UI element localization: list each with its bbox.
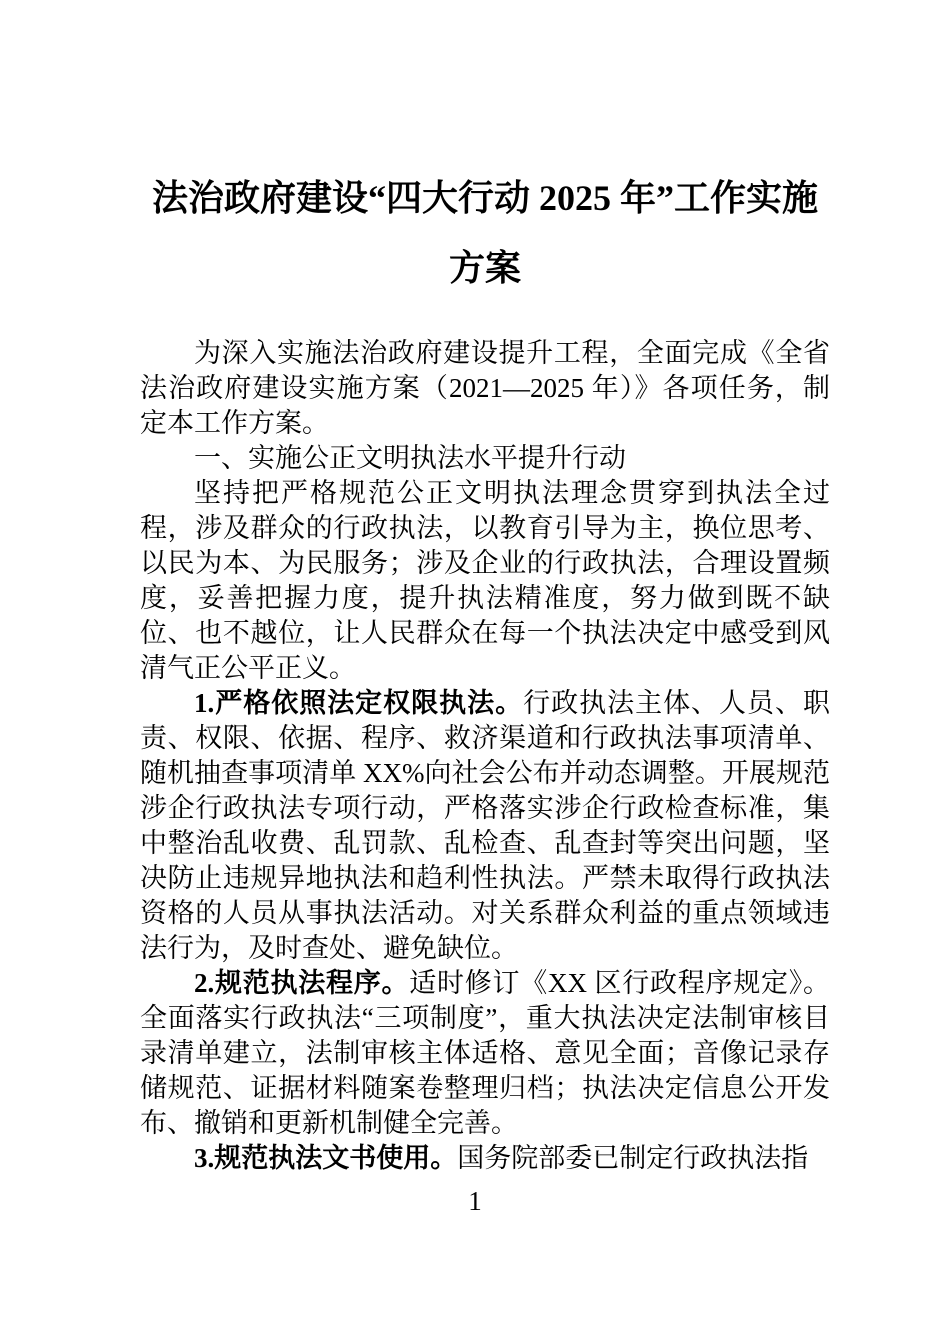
document-body	[140, 336, 830, 1176]
paragraph-lead: 3.规范执法文书使用。	[194, 1143, 458, 1173]
document-content	[140, 163, 830, 1176]
paragraph-item-2	[140, 966, 830, 1141]
paragraph-text: 国务院部委已制定行政执法指	[457, 1143, 809, 1173]
paragraph-text: 行政执法主体、人员、职责、权限、依据、程序、救济渠道和行政执法事项清单、随机抽查事项清单 XX%向社会公布并动态调整。开展规范涉企行政执法专项行动，严格落实涉企行政检查标准，集中整治乱收费、乱罚款、乱检查、乱查封等突出问题，坚决防止违规异地执法和趋利性执法。严禁未取得行政执法资格的人员从事执法活动。对关系群众利益的重点领域违法行为，及时查处、避免缺位。	[140, 688, 831, 963]
page-number: 1	[468, 1186, 482, 1216]
paragraph-section-overview	[140, 476, 830, 686]
paragraph-text: 适时修订《XX 区行政程序规定》。全面落实行政执法“三项制度”，重大执法决定法制审核目录清单建立，法制审核主体适格、意见全面；音像记录存储规范、证据材料随案卷整理归档；执法决定信息公开发布、撤销和更新机制健全完善。	[140, 968, 830, 1138]
paragraph-item-3	[140, 1141, 830, 1176]
paragraph-text: 坚持把严格规范公正文明执法理念贯穿到执法全过程，涉及群众的行政执法，以教育引导为主，换位思考、以民为本、为民服务；涉及企业的行政执法，合理设置频度，妥善把握力度，提升执法精准度，努力做到既不缺位、也不越位，让人民群众在每一个执法决定中感受到风清气正公平正义。	[140, 478, 830, 683]
paragraph-lead: 2.规范执法程序。	[194, 968, 410, 998]
paragraph-text: 为深入实施法治政府建设提升工程，全面完成《全省法治政府建设实施方案（2021—2025 年）》各项任务，制定本工作方案。	[140, 338, 830, 438]
document-title: 法治政府建设“四大行动 2025 年”工作实施方案	[151, 178, 818, 288]
paragraph-item-1	[140, 686, 830, 966]
section-heading-1	[140, 441, 830, 476]
paragraph-lead: 1.严格依照法定权限执法。	[194, 688, 524, 718]
section-heading-text: 一、实施公正文明执法水平提升行动	[194, 443, 626, 473]
paragraph-intro	[140, 336, 830, 441]
